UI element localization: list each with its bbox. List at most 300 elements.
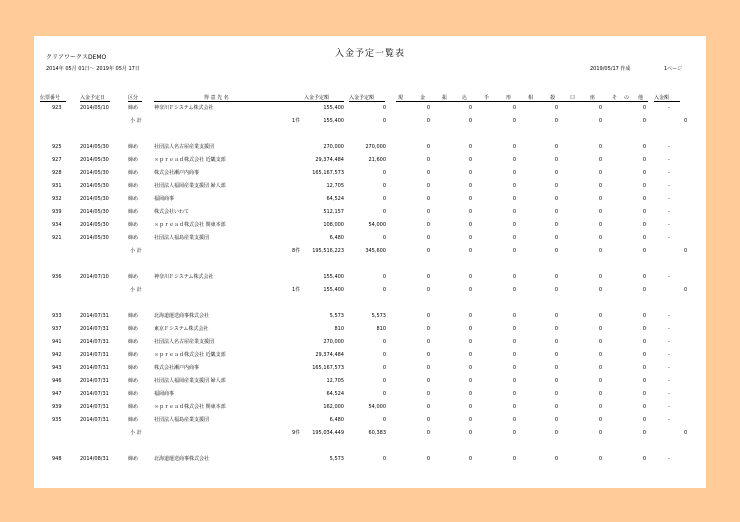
customer-name: 社団法人福島産業支援団	[154, 235, 210, 241]
cell-c6: 0	[642, 183, 646, 189]
col-slip-number: 伝票番号	[40, 95, 61, 101]
planned-date: 2014/07/31	[80, 378, 109, 384]
kubun: 締め	[128, 313, 139, 319]
cell-c1: 0	[426, 144, 430, 150]
cell-planned: 29,374,484	[315, 157, 344, 163]
cell-c5: 0	[598, 170, 602, 176]
cell-c1: 0	[426, 313, 430, 319]
cell-c6: 0	[642, 235, 646, 241]
cell-c1: 0	[426, 339, 430, 345]
customer-name: 東京Ｆシステム株式会社	[154, 326, 209, 332]
cell-c4: 0	[554, 404, 558, 410]
slip-number: 939	[52, 404, 62, 410]
customer-name: ｓｐｒｅａｄ株式会社 関東本部	[154, 222, 226, 228]
col-amount: 入金予定額	[349, 95, 375, 101]
subtotal-c2: 0	[468, 430, 472, 436]
cell-c1: 0	[426, 274, 430, 280]
subtotal-count: 9件	[292, 430, 301, 436]
kubun: 締め	[128, 339, 139, 345]
subtotal-c6: 0	[642, 287, 646, 293]
cell-amount: 0	[382, 274, 386, 280]
planned-date: 2014/05/30	[80, 170, 109, 176]
kubun: 締め	[128, 274, 139, 280]
cell-c6: 0	[642, 417, 646, 423]
cell-c5: 0	[598, 417, 602, 423]
date-range: 2014年 05月 01日～ 2019年 05月 17日	[46, 66, 140, 72]
table-row	[34, 349, 706, 362]
kubun: 締め	[128, 378, 139, 384]
cell-c2: 0	[468, 456, 472, 462]
planned-date: 2014/05/30	[80, 157, 109, 163]
cell-amount: 0	[382, 352, 386, 358]
col-bill-2: 形	[506, 95, 512, 101]
cell-c4: 0	[554, 313, 558, 319]
received-amount: -	[668, 391, 670, 397]
cell-amount: 0	[382, 170, 386, 176]
cell-planned: 5,573	[329, 456, 344, 462]
planned-date: 2014/05/10	[80, 105, 109, 111]
cell-c2: 0	[468, 313, 472, 319]
subtotal-c3: 0	[512, 248, 516, 254]
kubun: 締め	[128, 352, 139, 358]
subtotal-c5: 0	[598, 430, 602, 436]
col-cash-2: 金	[420, 95, 426, 101]
cell-c1: 0	[426, 170, 430, 176]
cell-c4: 0	[554, 196, 558, 202]
cell-c6: 0	[642, 170, 646, 176]
cell-c1: 0	[426, 404, 430, 410]
cell-c1: 0	[426, 222, 430, 228]
received-amount: -	[668, 365, 670, 371]
subtotal-row	[34, 427, 706, 440]
spacer-row	[34, 258, 706, 271]
cell-c6: 0	[642, 157, 646, 163]
subtotal-received: 0	[684, 118, 688, 124]
cell-c5: 0	[598, 274, 602, 280]
col-kubun: 区分	[128, 95, 139, 101]
cell-amount: 270,000	[365, 144, 386, 150]
planned-date: 2014/05/30	[80, 196, 109, 202]
cell-amount: 5,573	[371, 313, 386, 319]
cell-c2: 0	[468, 235, 472, 241]
cell-c3: 0	[512, 313, 516, 319]
subtotal-c5: 0	[598, 118, 602, 124]
cell-c2: 0	[468, 105, 472, 111]
cell-c1: 0	[426, 378, 430, 384]
subtotal-planned: 195,516,223	[312, 248, 344, 254]
received-amount: -	[668, 339, 670, 345]
received-amount: -	[668, 209, 670, 215]
cell-c5: 0	[598, 456, 602, 462]
cell-c4: 0	[554, 391, 558, 397]
slip-number: 946	[52, 378, 62, 384]
planned-date: 2014/07/31	[80, 365, 109, 371]
table-row	[34, 154, 706, 167]
cell-c1: 0	[426, 365, 430, 371]
slip-number: 931	[52, 183, 62, 189]
slip-number: 941	[52, 339, 62, 345]
table-row	[34, 401, 706, 414]
kubun: 締め	[128, 365, 139, 371]
subtotal-c3: 0	[512, 287, 516, 293]
table-row	[34, 206, 706, 219]
cell-c2: 0	[468, 339, 472, 345]
cell-c4: 0	[554, 157, 558, 163]
cell-c6: 0	[642, 196, 646, 202]
cell-planned: 6,480	[329, 417, 344, 423]
cell-c4: 0	[554, 456, 558, 462]
cell-c3: 0	[512, 352, 516, 358]
cell-c5: 0	[598, 183, 602, 189]
subtotal-c4: 0	[554, 287, 558, 293]
planned-date: 2014/07/10	[80, 274, 109, 280]
cell-c3: 0	[512, 391, 516, 397]
cell-planned: 108,000	[323, 222, 344, 228]
customer-name: 北海道運送商事株式会社	[154, 313, 210, 319]
cell-c5: 0	[598, 404, 602, 410]
cell-c2: 0	[468, 183, 472, 189]
cell-planned: 5,573	[329, 313, 344, 319]
cell-planned: 29,374,484	[315, 352, 344, 358]
customer-name: 社団法人名古屋産業支援団	[154, 144, 215, 150]
cell-c4: 0	[554, 417, 558, 423]
cell-c3: 0	[512, 105, 516, 111]
col-account-2: 座	[590, 95, 596, 101]
cell-amount: 21,600	[368, 157, 386, 163]
cell-c4: 0	[554, 105, 558, 111]
cell-c6: 0	[642, 391, 646, 397]
cell-c4: 0	[554, 352, 558, 358]
received-amount: -	[668, 170, 670, 176]
cell-planned: 162,000	[323, 404, 344, 410]
kubun: 締め	[128, 196, 139, 202]
cell-amount: 0	[382, 105, 386, 111]
cell-c5: 0	[598, 326, 602, 332]
cell-planned: 810	[334, 326, 344, 332]
subtotal-c1: 0	[426, 118, 430, 124]
cell-c5: 0	[598, 157, 602, 163]
cell-c6: 0	[642, 456, 646, 462]
cell-c6: 0	[642, 352, 646, 358]
cell-c3: 0	[512, 157, 516, 163]
cell-c1: 0	[426, 105, 430, 111]
cell-planned: 270,000	[323, 144, 344, 150]
col-other-2: の	[624, 95, 630, 101]
cell-c5: 0	[598, 365, 602, 371]
customer-name: 株式会社瀬戸内商事	[154, 365, 200, 371]
cell-c1: 0	[426, 456, 430, 462]
table-row	[34, 453, 706, 466]
cell-c1: 0	[426, 326, 430, 332]
column-header-row	[34, 94, 706, 102]
cell-c2: 0	[468, 157, 472, 163]
page-number: 1ページ	[664, 66, 683, 72]
table-row	[34, 336, 706, 349]
cell-c6: 0	[642, 378, 646, 384]
cell-amount: 0	[382, 417, 386, 423]
company-name: クリアワークスDEMO	[46, 54, 107, 61]
cell-c6: 0	[642, 209, 646, 215]
cell-c2: 0	[468, 209, 472, 215]
col-cash-1: 現	[398, 95, 404, 101]
slip-number: 947	[52, 391, 62, 397]
customer-name: ｓｐｒｅａｄ株式会社 近畿支部	[154, 352, 226, 358]
col-other-3: 他	[638, 95, 644, 101]
cell-c3: 0	[512, 274, 516, 280]
cell-c3: 0	[512, 222, 516, 228]
planned-date: 2014/05/30	[80, 144, 109, 150]
cell-c6: 0	[642, 144, 646, 150]
slip-number: 936	[52, 274, 62, 280]
subtotal-c6: 0	[642, 430, 646, 436]
cell-c4: 0	[554, 170, 558, 176]
cell-amount: 0	[382, 391, 386, 397]
cell-c2: 0	[468, 144, 472, 150]
customer-name: 株式会社いわて	[154, 209, 190, 215]
col-bill-1: 手	[484, 95, 490, 101]
col-offset-2: 殺	[550, 95, 556, 101]
table-row	[34, 102, 706, 115]
cell-c2: 0	[468, 170, 472, 176]
cell-c5: 0	[598, 105, 602, 111]
cell-c2: 0	[468, 404, 472, 410]
cell-c2: 0	[468, 391, 472, 397]
report-title: 入金予定一覧表	[334, 49, 405, 59]
cell-planned: 165,167,573	[312, 170, 344, 176]
subtotal-count: 1件	[292, 118, 301, 124]
cell-c4: 0	[554, 209, 558, 215]
cell-c1: 0	[426, 235, 430, 241]
kubun: 締め	[128, 157, 139, 163]
cell-c2: 0	[468, 274, 472, 280]
cell-c6: 0	[642, 105, 646, 111]
cell-c3: 0	[512, 404, 516, 410]
cell-c5: 0	[598, 352, 602, 358]
customer-name: 社団法人名古屋産業支援団	[154, 339, 215, 345]
kubun: 締め	[128, 235, 139, 241]
cell-c5: 0	[598, 313, 602, 319]
cell-c6: 0	[642, 274, 646, 280]
slip-number: 943	[52, 365, 62, 371]
col-received: 入金額	[654, 95, 670, 101]
cell-amount: 0	[382, 339, 386, 345]
cell-c4: 0	[554, 222, 558, 228]
subtotal-row	[34, 284, 706, 297]
cell-c5: 0	[598, 391, 602, 397]
subtotal-row	[34, 245, 706, 258]
subtotal-received: 0	[684, 430, 688, 436]
planned-date: 2014/07/31	[80, 326, 109, 332]
cell-c5: 0	[598, 222, 602, 228]
slip-number: 935	[52, 417, 62, 423]
received-amount: -	[668, 196, 670, 202]
col-other-1: そ	[612, 95, 618, 101]
cell-c3: 0	[512, 170, 516, 176]
slip-number: 934	[52, 222, 62, 228]
cell-planned: 12,705	[326, 183, 344, 189]
cell-c2: 0	[468, 222, 472, 228]
cell-c4: 0	[554, 183, 558, 189]
customer-name: ｓｐｒｅａｄ株式会社 関東本部	[154, 404, 226, 410]
cell-c5: 0	[598, 196, 602, 202]
cell-c2: 0	[468, 196, 472, 202]
kubun: 締め	[128, 417, 139, 423]
cell-c2: 0	[468, 326, 472, 332]
received-amount: -	[668, 404, 670, 410]
table-row	[34, 219, 706, 232]
received-amount: -	[668, 222, 670, 228]
cell-c6: 0	[642, 313, 646, 319]
cell-c3: 0	[512, 339, 516, 345]
cell-planned: 12,705	[326, 378, 344, 384]
cell-planned: 270,000	[323, 339, 344, 345]
kubun: 締め	[128, 456, 139, 462]
col-customer: 得 意 先 名	[204, 95, 229, 101]
col-transfer-2: 込	[462, 95, 468, 101]
cell-c6: 0	[642, 326, 646, 332]
table-row	[34, 310, 706, 323]
cell-amount: 0	[382, 209, 386, 215]
subtotal-c2: 0	[468, 118, 472, 124]
table-row	[34, 193, 706, 206]
planned-date: 2014/07/31	[80, 404, 109, 410]
planned-date: 2014/05/30	[80, 209, 109, 215]
subtotal-c5: 0	[598, 248, 602, 254]
cell-c2: 0	[468, 352, 472, 358]
slip-number: 933	[52, 313, 62, 319]
cell-c5: 0	[598, 235, 602, 241]
subtotal-planned: 155,400	[323, 118, 344, 124]
planned-date: 2014/07/31	[80, 313, 109, 319]
col-account-1: 口	[570, 95, 576, 101]
cell-c3: 0	[512, 144, 516, 150]
subtotal-received: 0	[684, 248, 688, 254]
subtotal-amount: 345,600	[365, 248, 386, 254]
planned-date: 2014/07/31	[80, 417, 109, 423]
cell-amount: 54,000	[368, 222, 386, 228]
subtotal-c6: 0	[642, 248, 646, 254]
subtotal-label: 小 計	[130, 118, 142, 124]
cell-c1: 0	[426, 209, 430, 215]
cell-amount: 0	[382, 183, 386, 189]
cell-c4: 0	[554, 378, 558, 384]
spacer-row	[34, 440, 706, 453]
cell-planned: 512,157	[323, 209, 344, 215]
subtotal-label: 小 計	[130, 287, 142, 293]
slip-number: 942	[52, 352, 62, 358]
cell-c1: 0	[426, 391, 430, 397]
customer-name: 神奈川Ｆシステム株式会社	[154, 274, 214, 280]
subtotal-amount: 0	[382, 118, 386, 124]
table-body	[34, 102, 706, 466]
subtotal-c1: 0	[426, 287, 430, 293]
received-amount: -	[668, 417, 670, 423]
cell-amount: 0	[382, 456, 386, 462]
cell-c3: 0	[512, 209, 516, 215]
planned-date: 2014/07/31	[80, 391, 109, 397]
cell-c6: 0	[642, 222, 646, 228]
cell-c4: 0	[554, 326, 558, 332]
cell-c4: 0	[554, 339, 558, 345]
col-offset-1: 相	[528, 95, 534, 101]
customer-name: ｓｐｒｅａｄ株式会社 近畿支部	[154, 157, 226, 163]
col-planned: 入金予定額	[304, 95, 330, 101]
cell-c5: 0	[598, 339, 602, 345]
customer-name: 社団法人福島産業支援団	[154, 417, 210, 423]
table-row	[34, 141, 706, 154]
received-amount: -	[668, 144, 670, 150]
slip-number: 939	[52, 209, 62, 215]
cell-amount: 0	[382, 365, 386, 371]
received-amount: -	[668, 183, 670, 189]
subtotal-count: 1件	[292, 287, 301, 293]
cell-amount: 0	[382, 378, 386, 384]
kubun: 締め	[128, 404, 139, 410]
spacer-row	[34, 128, 706, 141]
report-sheet	[34, 36, 706, 488]
cell-c1: 0	[426, 417, 430, 423]
subtotal-received: 0	[684, 287, 688, 293]
cell-c2: 0	[468, 417, 472, 423]
cell-c4: 0	[554, 365, 558, 371]
col-date: 入金予定日	[80, 95, 106, 101]
received-amount: -	[668, 352, 670, 358]
subtotal-label: 小 計	[130, 248, 142, 254]
table-row	[34, 232, 706, 245]
cell-c3: 0	[512, 417, 516, 423]
subtotal-c2: 0	[468, 248, 472, 254]
created-date: 2019/05/17 作成	[590, 66, 631, 72]
slip-number: 921	[52, 235, 62, 241]
customer-name: 福岡商事	[154, 196, 175, 202]
cell-amount: 0	[382, 235, 386, 241]
cell-c5: 0	[598, 378, 602, 384]
kubun: 締め	[128, 326, 139, 332]
cell-c3: 0	[512, 326, 516, 332]
cell-c1: 0	[426, 196, 430, 202]
planned-date: 2014/05/30	[80, 235, 109, 241]
slip-number: 928	[52, 170, 62, 176]
cell-c6: 0	[642, 365, 646, 371]
kubun: 締め	[128, 209, 139, 215]
slip-number: 927	[52, 157, 62, 163]
subtotal-c4: 0	[554, 118, 558, 124]
cell-c3: 0	[512, 235, 516, 241]
table-row	[34, 375, 706, 388]
cell-c5: 0	[598, 144, 602, 150]
kubun: 締め	[128, 391, 139, 397]
table-row	[34, 323, 706, 336]
cell-c2: 0	[468, 365, 472, 371]
slip-number: 925	[52, 144, 62, 150]
table-row	[34, 362, 706, 375]
subtotal-row	[34, 115, 706, 128]
customer-name: 神奈川Ｆシステム株式会社	[154, 105, 214, 111]
cell-amount: 54,000	[368, 404, 386, 410]
planned-date: 2014/07/31	[80, 339, 109, 345]
cell-c2: 0	[468, 378, 472, 384]
subtotal-c5: 0	[598, 287, 602, 293]
received-amount: -	[668, 105, 670, 111]
cell-c5: 0	[598, 209, 602, 215]
cell-planned: 64,524	[326, 196, 344, 202]
kubun: 締め	[128, 170, 139, 176]
subtotal-planned: 155,400	[323, 287, 344, 293]
cell-planned: 6,480	[329, 235, 344, 241]
cell-c3: 0	[512, 183, 516, 189]
kubun: 締め	[128, 105, 139, 111]
cell-c6: 0	[642, 404, 646, 410]
